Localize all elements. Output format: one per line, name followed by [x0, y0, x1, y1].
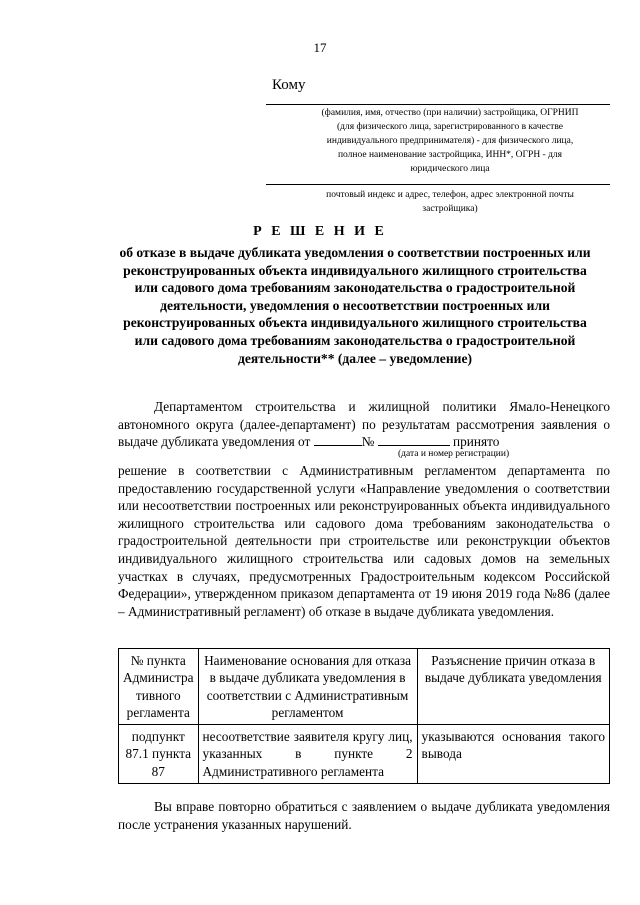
number-blank [378, 433, 450, 446]
reasons-table [118, 648, 610, 784]
document-subtitle: об отказе в выдаче дубликата уведомления о соответствии построенных или реконструированных объекта индивидуального жилищного строительства или садового дома требованиям законодательства о градостроительной деятельности, уведомления о несоответствии построенных или реконструированных объекта индивидуального жилищного строительства или садового дома требованиям законодательства о градостроительной деятельности** (далее – уведомление) [119, 245, 591, 366]
table-header-cell: Разъяснение причин отказа в выдаче дубликата уведомления [417, 649, 609, 725]
recipient-label: Кому [272, 77, 306, 93]
recipient-address-caption [290, 188, 610, 216]
table-cell: несоответствие заявителя кругу лиц, указанных в пункте 2 Административного регламента [198, 725, 417, 784]
caption-line: почтовый индекс и адрес, телефон, адрес электронной почты [326, 190, 574, 200]
table-cell: подпункт 87.1 пункта 87 [119, 725, 199, 784]
registration-note: (дата и номер регистрации) [398, 449, 510, 459]
caption-line: застройщика) [422, 204, 478, 214]
recipient-address-line [266, 184, 610, 185]
intro-text: Департаментом строительства и жилищной политики Ямало-Ненецкого автономного округа (далее-департамент) по результатам рассмотрения заявления о выдаче дубликата уведомления от [118, 399, 610, 450]
table-header-cell: № пункта Администра тивного регламента [119, 649, 199, 725]
intro-text-after: принято [453, 434, 500, 450]
intro-paragraph [118, 398, 610, 451]
document-title: Р Е Ш Е Н И Е [253, 224, 387, 239]
recipient-name-line [266, 104, 610, 105]
decision-paragraph: решение в соответствии с Административным регламентом департамента по предоставлению государственной услуги «Направление уведомления о соответствии или несоответствии построенных или реконструированных объекта индивидуального жилищного строительства или садового дома требованиям законодательства о градостроительной деятельности при строительстве или реконструкции объектов индивидуального жилищного строительства или садовых домов на земельных участках в случаях, предусмотренных Градостроительным кодексом Российской Федерации», утвержденном приказом департамента от 19 июня 2019 года №86 (далее – Административный регламент) об отказе в выдаче дубликата уведомления. [118, 463, 610, 619]
table-cell: указываются основания такого вывода [417, 725, 609, 784]
table-header-row [119, 649, 610, 725]
table-header-cell: Наименование основания для отказа в выдаче дубликата уведомления в соответствии с Административным регламентом [198, 649, 417, 725]
page-number: 17 [313, 40, 327, 55]
number-sign: № [361, 434, 375, 450]
date-blank [314, 433, 362, 446]
table-row [119, 725, 610, 784]
caption-line: (фамилия, имя, отчество (при наличии) застройщика, ОГРНИП [321, 108, 579, 118]
caption-line: индивидуального предпринимателя) - для физического лица, [326, 136, 574, 146]
caption-line: полное наименование застройщика, ИНН*, ОГРН - для [337, 150, 563, 160]
caption-line: юридического лица [410, 164, 490, 174]
recipient-name-caption [300, 106, 600, 176]
closing-paragraph: Вы вправе повторно обратиться с заявлением о выдаче дубликата уведомления после устранения указанных нарушений. [118, 799, 610, 832]
caption-line: (для физического лица, зарегистрированного в качестве [337, 122, 563, 132]
